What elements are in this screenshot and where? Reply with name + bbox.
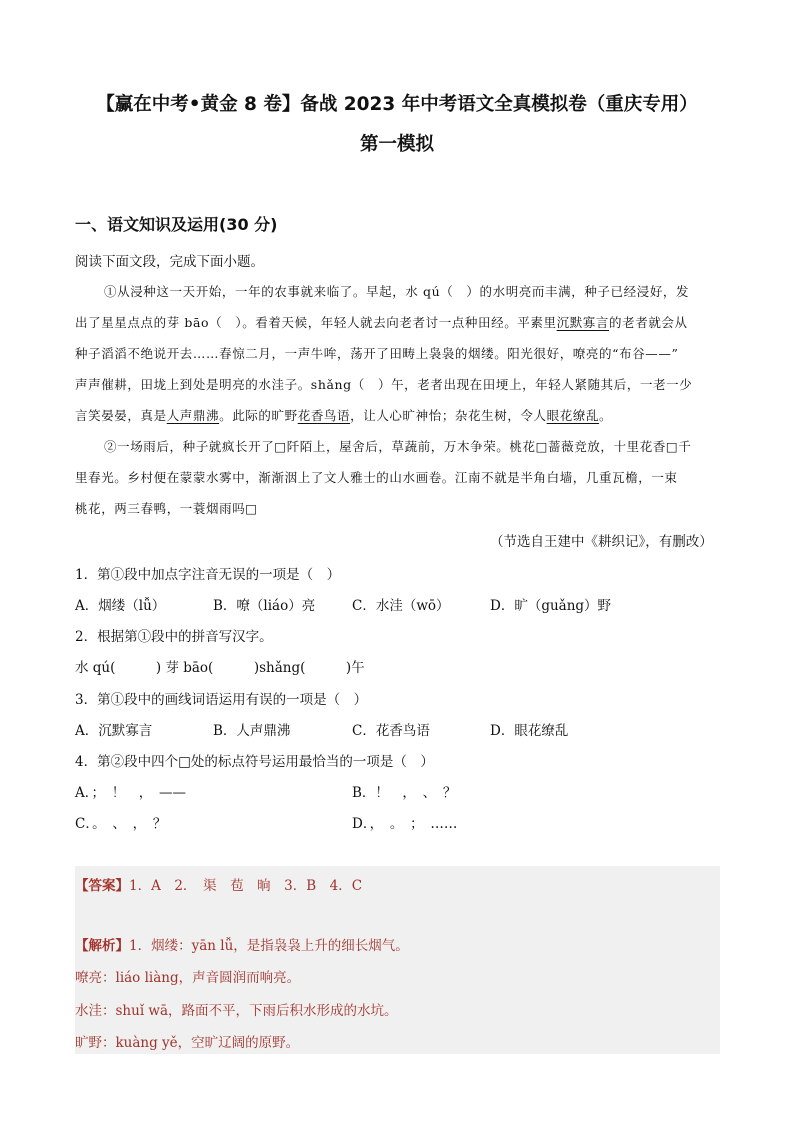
analysis-line xyxy=(75,934,409,954)
q1-option-a: A．烟缕（lǚ） xyxy=(75,598,166,614)
q3-option-d: D．眼花缭乱 xyxy=(490,723,569,739)
q3-option-c: C．花香鸟语 xyxy=(352,723,430,739)
question-1: 1．第①段中加点字注音无误的一项是（ ） xyxy=(75,567,341,583)
answer-box xyxy=(75,866,720,1054)
underlined-phrase: 花香鸟语 xyxy=(297,408,351,423)
answer-tag: 【答案】 xyxy=(75,878,129,894)
q1-option-c: C．水洼（wō） xyxy=(352,598,450,614)
q1-option-b: B．嘹（liáo）亮 xyxy=(213,598,316,614)
question-4: 4．第②段中四个□处的标点符号运用最恰当的一项是（ ） xyxy=(75,754,434,770)
analysis-tag: 【解析】 xyxy=(75,938,129,954)
question-2: 2．根据第①段中的拼音写汉字。 xyxy=(75,629,273,645)
answer-line xyxy=(75,874,362,894)
page-subtitle: 第一模拟 xyxy=(359,134,434,155)
q4-option-c: C．。 、 ， ？ xyxy=(75,816,167,832)
page-title: 【赢在中考•黄金 8 卷】备战 2023 年中考语文全真模拟卷（重庆专用） xyxy=(96,94,698,115)
passage-line: 里春光。乡村便在蒙蒙水雾中，渐渐洇上了文人雅士的山水画卷。江南不就是半角白墙，几重瓦檐，一束 xyxy=(75,470,678,485)
passage-text: 的老者就会从 xyxy=(609,315,688,330)
analysis-line: 水洼：shuǐ wā，路面不平，下雨后积水形成的水坑。 xyxy=(75,1003,398,1019)
passage-text: 出了星星点点的芽 bāo（ ）。看着天候，年轻人就去向老者讨一点种田经。平素里 xyxy=(75,315,557,330)
passage-line: ②一场雨后，种子就疯长开了□阡陌上，屋舍后，草蔬前，万木争荣。桃花□蔷薇竞放，十里花香□千 xyxy=(104,439,692,454)
section-heading: 一、语文知识及运用(30 分) xyxy=(75,215,278,234)
answer-text: 1．A 2． 渠 苞 晌 3．B 4．C xyxy=(129,878,363,894)
passage-line xyxy=(75,406,612,424)
passage-line xyxy=(75,313,688,331)
q2-fill-line: 水 qú( ) 芽 bāo( )shǎng( )午 xyxy=(75,660,365,676)
q4-option-d: D．， 。 ； …… xyxy=(352,816,458,832)
underlined-phrase: 沉默寡言 xyxy=(556,315,610,330)
underlined-phrase: 人声鼎沸 xyxy=(166,408,220,423)
passage-line: 桃花，两三春鸭，一蓑烟雨吗□ xyxy=(75,501,258,516)
passage-text: ，让人心旷神怡；杂花生树，令人 xyxy=(350,408,547,423)
q1-option-d: D．旷（guǎng）野 xyxy=(490,598,612,614)
analysis-line: 嘹亮：liáo liàng，声音圆润而响亮。 xyxy=(75,970,301,986)
passage-line: 声声催耕，田垅上到处是明亮的水洼子。shǎng（ ）午，老者出现在田埂上，年轻人紧随其后，一老一少 xyxy=(75,377,693,392)
analysis-line: 旷野：kuàng yě，空旷辽阔的原野。 xyxy=(75,1035,300,1051)
underlined-phrase: 眼花缭乱 xyxy=(546,408,600,423)
q3-option-b: B．人声鼎沸 xyxy=(213,723,291,739)
q3-option-a: A．沉默寡言 xyxy=(75,723,153,739)
q4-option-a: A．； ！ ， —— xyxy=(75,785,186,801)
passage-source: （节选自王建中《耕织记》，有删改） xyxy=(490,534,713,550)
q4-option-b: B．！ ， 、 ？ xyxy=(352,785,457,801)
passage-text: 。 xyxy=(599,408,613,423)
instruction-text: 阅读下面文段，完成下面小题。 xyxy=(75,254,264,270)
passage-line: 种子滔滔不绝说开去……春惊二月，一声牛哞，荡开了田畴上袅袅的烟缕。阳光很好，嘹亮的“布谷——” xyxy=(75,346,679,361)
passage-text: 。此际的旷野 xyxy=(219,408,298,423)
passage-line: ①从浸种这一天开始，一年的农事就来临了。早起，水 qú（ ）的水明亮而丰满，种子已经浸好，发 xyxy=(104,284,690,299)
analysis-text: 1．烟缕：yān lǚ，是指袅袅上升的细长烟气。 xyxy=(129,938,409,954)
question-3: 3．第①段中的画线词语运用有误的一项是（ ） xyxy=(75,692,368,708)
passage-text: 言笑晏晏，真是 xyxy=(75,408,167,423)
